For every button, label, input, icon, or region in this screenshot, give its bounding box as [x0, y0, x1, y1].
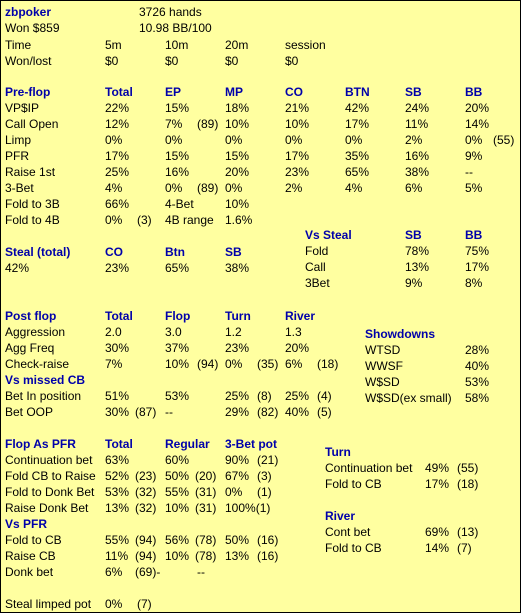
- vs-steal-call-label: Call: [305, 260, 326, 274]
- steal-limped-label: Steal limped pot: [5, 597, 92, 611]
- time-20m: 20m: [225, 38, 249, 52]
- vpip-btn: 42%: [345, 101, 370, 115]
- fourbet-label: 4-Bet: [165, 197, 194, 211]
- steal-col-btn: Btn: [165, 245, 185, 259]
- checkraise-label: Check-raise: [5, 357, 70, 371]
- cbet-regular: 60%: [165, 453, 190, 467]
- fold-to-cb-total: 55%: [105, 533, 130, 547]
- vs-steal-fold-sb: 78%: [405, 244, 430, 258]
- cbet-3bet: 90%: [225, 453, 250, 467]
- pfr-label: PFR: [5, 149, 29, 163]
- fold-cb-raise-label: Fold CB to Raise: [5, 469, 96, 483]
- callopen-label: Call Open: [5, 117, 59, 131]
- bet-ip-river-sample: (4): [317, 389, 332, 403]
- preflop-col-co: CO: [285, 85, 303, 99]
- river-fold-cb-value: 14%: [425, 541, 450, 555]
- vs-steal-call-bb: 17%: [465, 260, 490, 274]
- bet-oop-label: Bet OOP: [5, 405, 54, 419]
- preflop-col-total: Total: [105, 85, 133, 99]
- checkraise-flop: 10%: [165, 357, 190, 371]
- vs-steal-3bet-bb: 8%: [465, 276, 483, 290]
- bet-oop-turn: 29%: [225, 405, 250, 419]
- bet-ip-turn-sample: (8): [257, 389, 272, 403]
- fold4b-sample: (3): [137, 213, 152, 227]
- postflop-col-flop: Flop: [165, 309, 191, 323]
- limp-mp: 0%: [225, 133, 243, 147]
- vpip-total: 22%: [105, 101, 130, 115]
- raise1st-ep: 16%: [165, 165, 190, 179]
- threebet-btn: 4%: [345, 181, 363, 195]
- aggression-total: 2.0: [105, 325, 122, 339]
- hands-count: 3726 hands: [139, 5, 202, 19]
- fold-donk-total: 53%: [105, 485, 130, 499]
- cbet-total: 63%: [105, 453, 130, 467]
- raise-donk-total: 13%: [105, 501, 130, 515]
- steal-limped-value: 0%: [105, 597, 123, 611]
- raise-donk-regular: 10%: [165, 501, 190, 515]
- callopen-sb: 11%: [405, 117, 429, 131]
- wsd-exsmall-label: W$SD(ex small): [365, 391, 452, 405]
- flop-pfr-col-3bet: 3-Bet pot: [225, 437, 277, 451]
- fold-to-cb-3bet: 50%: [225, 533, 250, 547]
- wsd-exsmall-value: 58%: [465, 391, 490, 405]
- bb-per-100: 10.98 BB/100: [139, 21, 212, 35]
- callopen-bb: 14%: [465, 117, 490, 131]
- callopen-total: 12%: [105, 117, 130, 131]
- bet-oop-total-sample: (87): [135, 405, 157, 419]
- aggression-turn: 1.2: [225, 325, 242, 339]
- wwsf-label: WWSF: [365, 359, 403, 373]
- missed-cb-title: Vs missed CB: [5, 373, 86, 387]
- flop-pfr-col-total: Total: [105, 437, 133, 451]
- checkraise-flop-sample: (94): [197, 357, 219, 371]
- raise-cb-regular: 10%: [165, 549, 190, 563]
- threebet-co: 2%: [285, 181, 303, 195]
- pfr-mp: 15%: [225, 149, 250, 163]
- fold-to-cb-regular-sample: (78): [195, 533, 217, 547]
- turn-cbet-value: 49%: [425, 461, 450, 475]
- steal-btn: 65%: [165, 261, 190, 275]
- fold-cb-raise-total-sample: (23): [135, 469, 157, 483]
- pfr-bb: 9%: [465, 149, 483, 163]
- wonlost-20m: $0: [225, 54, 239, 68]
- cbet-3bet-sample: (21): [257, 453, 279, 467]
- range4b-value: 1.6%: [225, 213, 253, 227]
- raise1st-btn: 65%: [345, 165, 370, 179]
- callopen-btn: 17%: [345, 117, 370, 131]
- steal-limped-sample: (7): [137, 597, 152, 611]
- preflop-col-sb: SB: [405, 85, 422, 99]
- pfr-ep: 15%: [165, 149, 190, 163]
- raise-donk-regular-sample: (31): [195, 501, 217, 515]
- fold-donk-3bet: 0%: [225, 485, 243, 499]
- river-cbet-sample: (13): [457, 525, 479, 539]
- checkraise-river-sample: (18): [317, 357, 339, 371]
- raise-donk-label: Raise Donk Bet: [5, 501, 89, 515]
- threebet-ep-sample: (89): [197, 181, 219, 195]
- fold4b-label: Fold to 4B: [5, 213, 60, 227]
- donk-bet-label: Donk bet: [5, 565, 54, 579]
- steal-co: 23%: [105, 261, 130, 275]
- time-10m: 10m: [165, 38, 189, 52]
- fold-donk-regular: 55%: [165, 485, 190, 499]
- raise1st-co: 23%: [285, 165, 310, 179]
- wsd-label: W$SD: [365, 375, 400, 389]
- postflop-col-total: Total: [105, 309, 133, 323]
- raise-cb-total: 11%: [105, 549, 129, 563]
- fold3b-label: Fold to 3B: [5, 197, 60, 211]
- steal-col-co: CO: [105, 245, 123, 259]
- bet-ip-label: Bet In position: [5, 389, 82, 403]
- bet-ip-flop: 53%: [165, 389, 190, 403]
- time-session: session: [285, 38, 326, 52]
- pfr-sb: 16%: [405, 149, 430, 163]
- river-fold-cb-label: Fold to CB: [325, 541, 382, 555]
- fold-donk-total-sample: (32): [135, 485, 157, 499]
- fold-donk-3bet-sample: (1): [257, 485, 272, 499]
- raise-cb-regular-sample: (78): [195, 549, 217, 563]
- preflop-col-btn: BTN: [345, 85, 370, 99]
- vs-steal-3bet-sb: 9%: [405, 276, 423, 290]
- river-title: River: [325, 509, 356, 523]
- limp-bb: 0%: [465, 133, 483, 147]
- vpip-bb: 20%: [465, 101, 490, 115]
- raise1st-mp: 20%: [225, 165, 250, 179]
- fold-cb-raise-3bet: 67%: [225, 469, 250, 483]
- flop-pfr-title: Flop As PFR: [5, 437, 76, 451]
- donk-bet-total-sample: (69)-: [135, 565, 161, 579]
- vs-steal-title: Vs Steal: [305, 228, 352, 242]
- vs-steal-fold-bb: 75%: [465, 244, 490, 258]
- cbet-label: Continuation bet: [5, 453, 93, 467]
- limp-total: 0%: [105, 133, 123, 147]
- flop-pfr-col-regular: Regular: [165, 437, 210, 451]
- vs-steal-call-sb: 13%: [405, 260, 430, 274]
- river-cbet-label: Cont bet: [325, 525, 371, 539]
- wwsf-value: 40%: [465, 359, 490, 373]
- vs-steal-3bet-label: 3Bet: [305, 276, 330, 290]
- steal-total: 42%: [5, 261, 30, 275]
- wonlost-5m: $0: [105, 54, 119, 68]
- limp-sb: 2%: [405, 133, 423, 147]
- raise1st-label: Raise 1st: [5, 165, 56, 179]
- aggfreq-turn: 23%: [225, 341, 250, 355]
- threebet-label: 3-Bet: [5, 181, 34, 195]
- raise1st-sb: 38%: [405, 165, 430, 179]
- fold-cb-raise-regular: 50%: [165, 469, 190, 483]
- showdowns-title: Showdowns: [365, 327, 435, 341]
- fold3b-value: 66%: [105, 197, 130, 211]
- wonlost-label: Won/lost: [5, 54, 52, 68]
- wtsd-label: WTSD: [365, 343, 401, 357]
- fold-to-cb-total-sample: (94): [135, 533, 157, 547]
- threebet-sb: 6%: [405, 181, 423, 195]
- steal-col-sb: SB: [225, 245, 242, 259]
- vs-steal-col-bb: BB: [465, 228, 483, 242]
- time-5m: 5m: [105, 38, 122, 52]
- raise-donk-total-sample: (32): [135, 501, 157, 515]
- preflop-col-bb: BB: [465, 85, 483, 99]
- threebet-bb: 5%: [465, 181, 483, 195]
- pfr-total: 17%: [105, 149, 130, 163]
- fold-to-cb-3bet-sample: (16): [257, 533, 279, 547]
- limp-label: Limp: [5, 133, 32, 147]
- time-label: Time: [5, 38, 32, 52]
- vs-steal-col-sb: SB: [405, 228, 422, 242]
- bet-oop-river-sample: (5): [317, 405, 332, 419]
- fold-donk-label: Fold to Donk Bet: [5, 485, 95, 499]
- vpip-sb: 24%: [405, 101, 430, 115]
- bet-oop-flop: --: [165, 405, 173, 419]
- fold-donk-regular-sample: (31): [195, 485, 217, 499]
- vpip-ep: 15%: [165, 101, 190, 115]
- callopen-mp: 10%: [225, 117, 250, 131]
- preflop-title: Pre-flop: [5, 85, 51, 99]
- checkraise-total: 7%: [105, 357, 123, 371]
- threebet-total: 4%: [105, 181, 123, 195]
- callopen-ep-sample: (89): [197, 117, 219, 131]
- vs-steal-fold-label: Fold: [305, 244, 329, 258]
- fold-to-cb-regular: 56%: [165, 533, 190, 547]
- fold-to-cb-label: Fold to CB: [5, 533, 62, 547]
- aggression-label: Aggression: [5, 325, 66, 339]
- turn-cbet-sample: (55): [457, 461, 479, 475]
- turn-fold-cb-label: Fold to CB: [325, 477, 382, 491]
- vpip-co: 21%: [285, 101, 310, 115]
- raise-cb-3bet: 13%: [225, 549, 250, 563]
- callopen-co: 10%: [285, 117, 310, 131]
- donk-bet-total: 6%: [105, 565, 123, 579]
- checkraise-turn: 0%: [225, 357, 243, 371]
- aggression-flop: 3.0: [165, 325, 182, 339]
- won-amount: Won $859: [5, 21, 60, 35]
- limp-ep: 0%: [165, 133, 183, 147]
- river-cbet-value: 69%: [425, 525, 450, 539]
- wonlost-session: $0: [285, 54, 299, 68]
- fold-cb-raise-3bet-sample: (3): [257, 469, 272, 483]
- wtsd-value: 28%: [465, 343, 490, 357]
- bet-oop-total: 30%: [105, 405, 130, 419]
- pfr-btn: 35%: [345, 149, 370, 163]
- callopen-ep: 7%: [165, 117, 183, 131]
- fold-cb-raise-regular-sample: (20): [195, 469, 217, 483]
- raise1st-bb: --: [465, 165, 473, 179]
- limp-bb-sample: (55): [493, 133, 515, 147]
- aggfreq-total: 30%: [105, 341, 130, 355]
- pfr-co: 17%: [285, 149, 310, 163]
- turn-cbet-label: Continuation bet: [325, 461, 413, 475]
- fold-cb-raise-total: 52%: [105, 469, 130, 483]
- bet-ip-total: 51%: [105, 389, 130, 403]
- wsd-value: 53%: [465, 375, 490, 389]
- raise-cb-total-sample: (94): [135, 549, 157, 563]
- raise1st-total: 25%: [105, 165, 130, 179]
- aggression-river: 1.3: [285, 325, 302, 339]
- turn-fold-cb-sample: (18): [457, 477, 479, 491]
- raise-cb-label: Raise CB: [5, 549, 56, 563]
- donk-bet-regular: --: [197, 565, 205, 579]
- bet-oop-river: 40%: [285, 405, 310, 419]
- fold4b-value: 0%: [105, 213, 123, 227]
- preflop-col-mp: MP: [225, 85, 243, 99]
- wonlost-10m: $0: [165, 54, 179, 68]
- aggfreq-flop: 37%: [165, 341, 190, 355]
- fourbet-value: 10%: [225, 197, 250, 211]
- turn-fold-cb-value: 17%: [425, 477, 450, 491]
- raise-cb-3bet-sample: (16): [257, 549, 279, 563]
- threebet-mp: 0%: [225, 181, 243, 195]
- threebet-ep: 0%: [165, 181, 183, 195]
- bet-ip-turn: 25%: [225, 389, 250, 403]
- bet-ip-river: 25%: [285, 389, 310, 403]
- raise-donk-3bet: 100%(1): [225, 501, 271, 515]
- vpip-label: VP$IP: [5, 101, 40, 115]
- aggfreq-label: Agg Freq: [5, 341, 55, 355]
- postflop-col-turn: Turn: [225, 309, 251, 323]
- checkraise-river: 6%: [285, 357, 303, 371]
- range4b-label: 4B range: [165, 213, 214, 227]
- bet-oop-turn-sample: (82): [257, 405, 279, 419]
- vs-pfr-title: Vs PFR: [5, 517, 48, 531]
- player-name: zbpoker: [5, 5, 52, 19]
- preflop-col-ep: EP: [165, 85, 182, 99]
- postflop-col-river: River: [285, 309, 316, 323]
- aggfreq-river: 20%: [285, 341, 310, 355]
- limp-btn: 0%: [345, 133, 363, 147]
- turn-title: Turn: [325, 445, 351, 459]
- river-fold-cb-sample: (7): [457, 541, 472, 555]
- checkraise-turn-sample: (35): [257, 357, 279, 371]
- limp-co: 0%: [285, 133, 303, 147]
- steal-title: Steal (total): [5, 245, 71, 259]
- vpip-mp: 18%: [225, 101, 250, 115]
- postflop-title: Post flop: [5, 309, 57, 323]
- steal-sb: 38%: [225, 261, 250, 275]
